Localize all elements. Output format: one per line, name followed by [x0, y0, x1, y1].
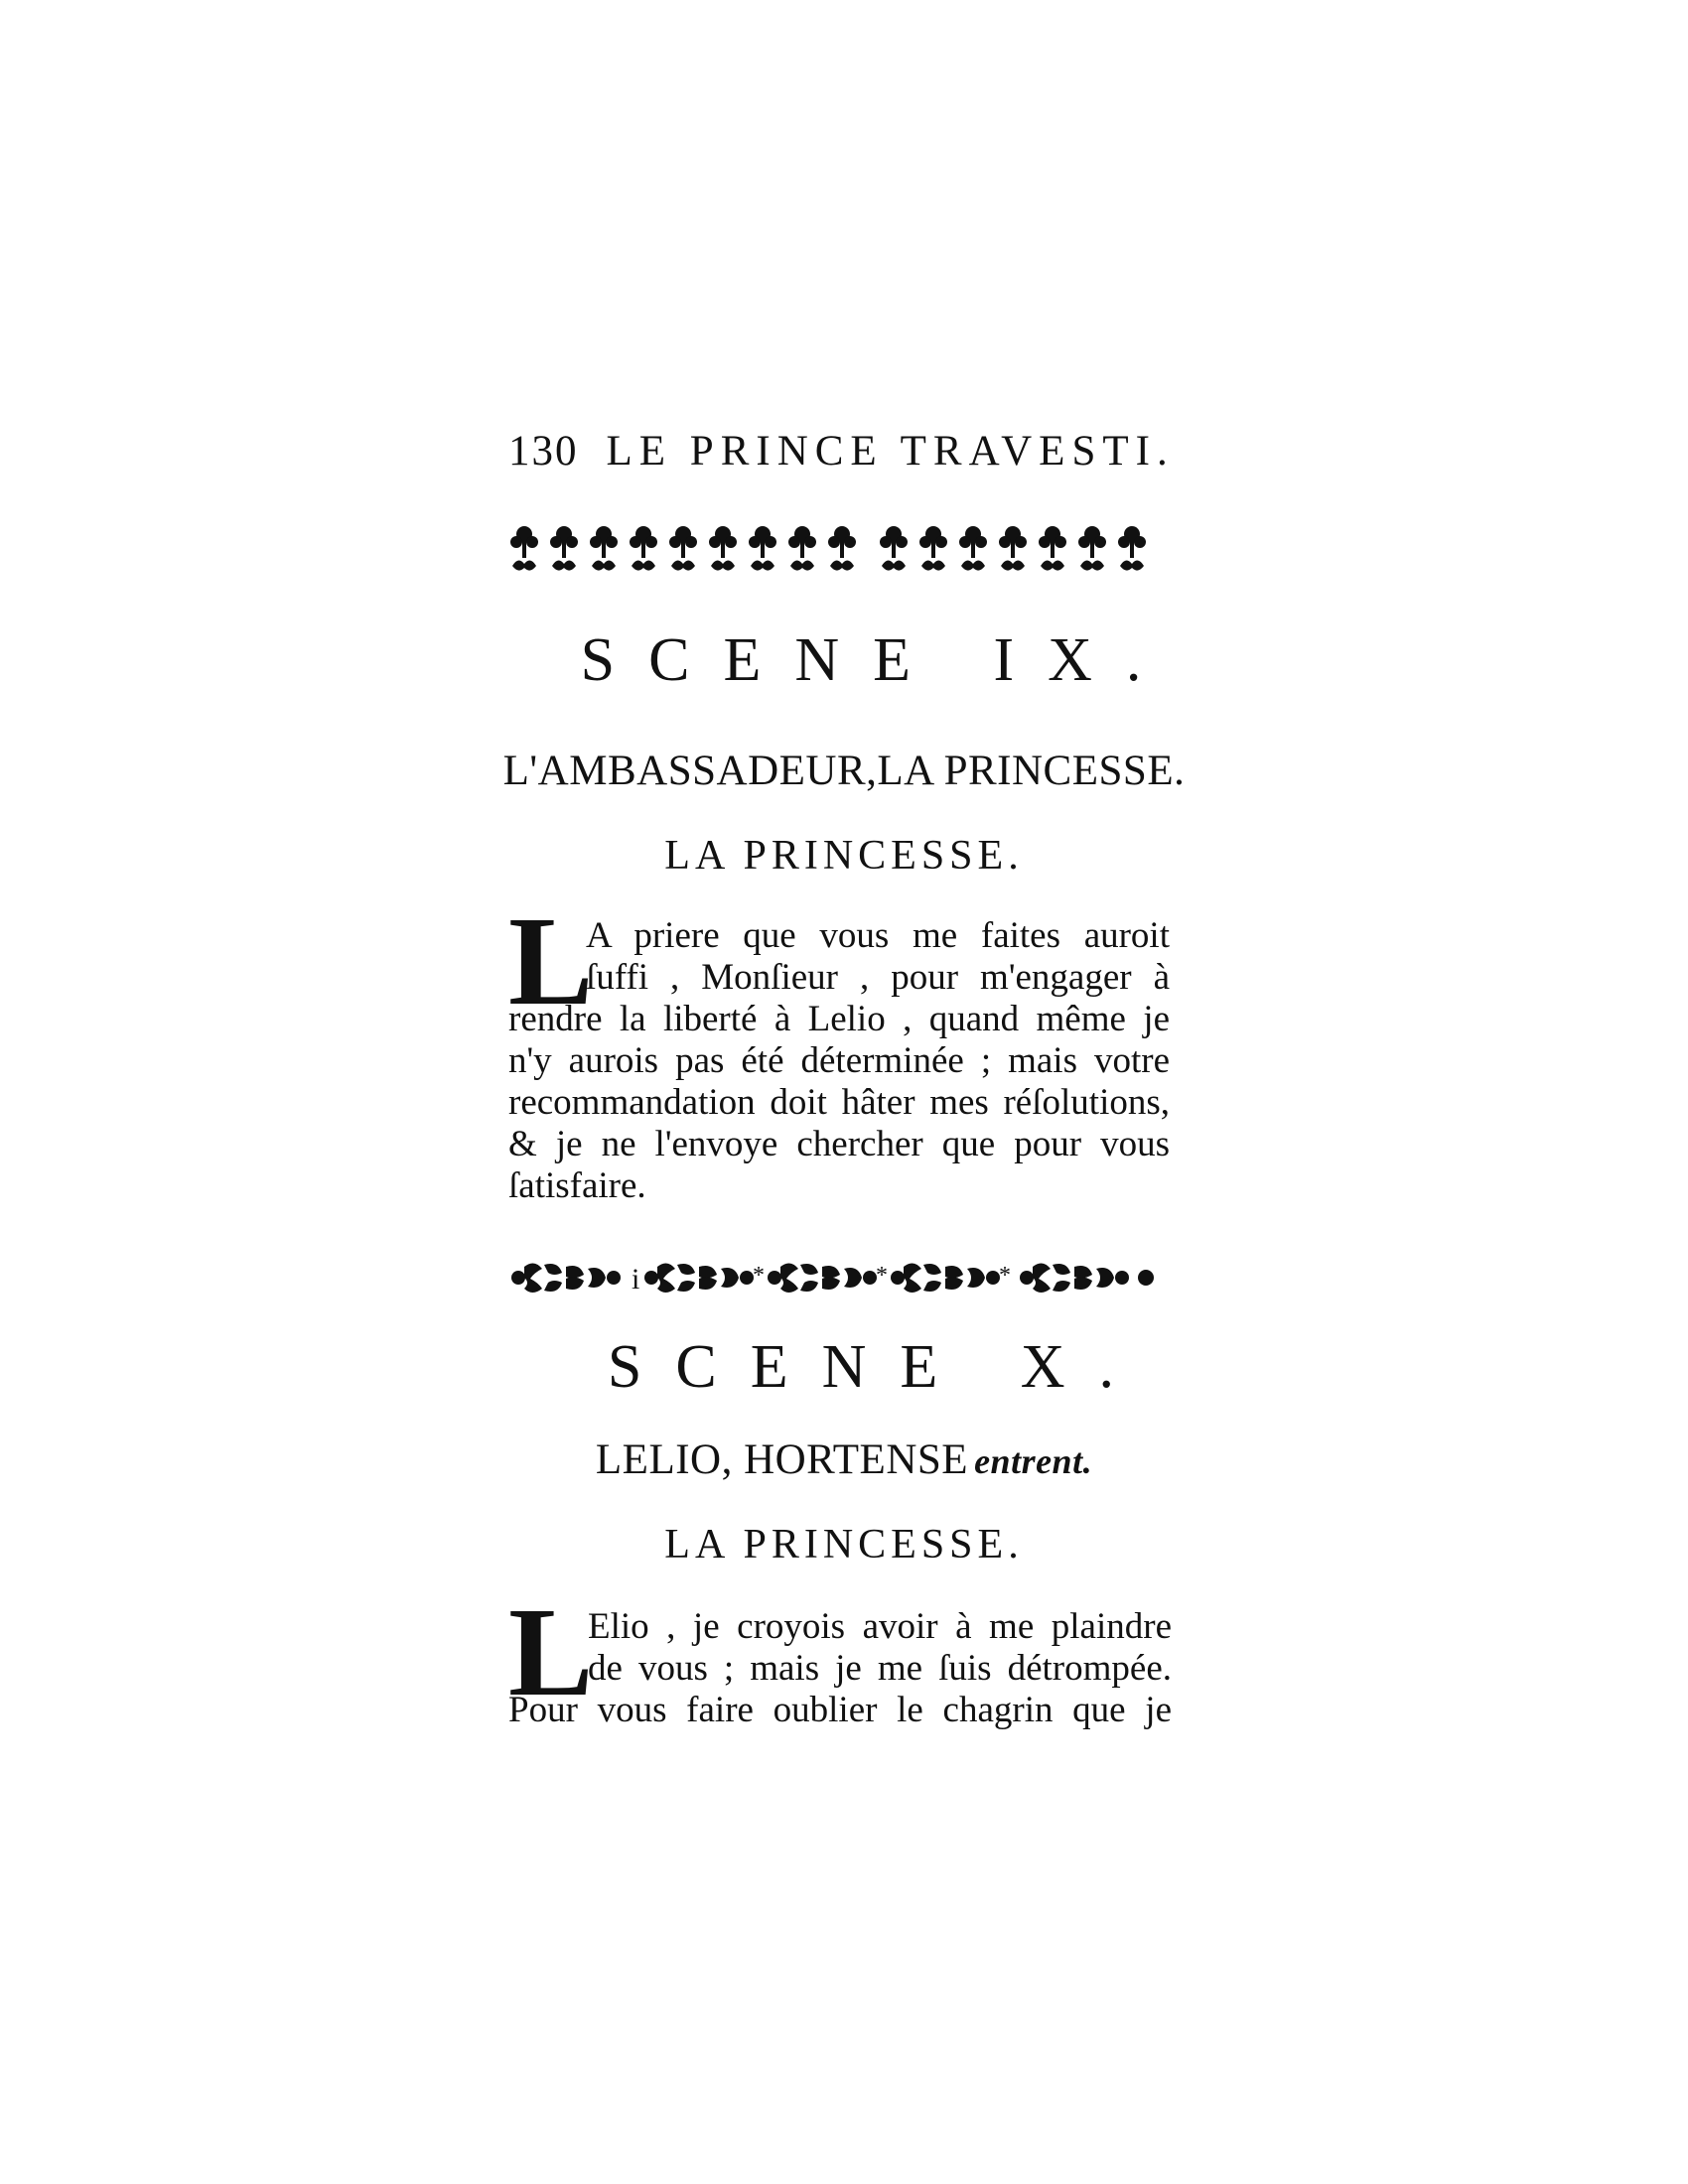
scene-ix-cast: L'AMBASSADEUR,LA PRINCESSE.: [502, 748, 1186, 794]
scene-ix-line: & je ne l'envoye chercher que pour vous: [508, 1124, 1170, 1164]
scene-x-title: SCENE X.: [607, 1333, 1149, 1401]
scene-ix-title: SCENE IX.: [580, 626, 1176, 694]
scene-x-line: Pour vous faire oublier le chagrin que je: [508, 1690, 1172, 1730]
fleuron-band-middle: [510, 1253, 1170, 1302]
fleuron-ornament-icon: [510, 516, 1170, 582]
svg-text:*: *: [999, 1263, 1011, 1289]
scene-x-cast-names: LELIO, HORTENSE: [595, 1436, 969, 1483]
scene-x-cast: [501, 1435, 1187, 1484]
fleuron-band-top: [510, 516, 1170, 582]
running-head: [508, 427, 1175, 476]
scene-x-line: de vous ; mais je me ſuis détrompée.: [588, 1648, 1172, 1689]
scroll-ornament-icon: [510, 1253, 1170, 1302]
scene-ix-line: A priere que vous me faites auroit: [586, 915, 1170, 956]
svg-text:*: *: [876, 1263, 888, 1289]
scene-ix-line: recommandation doit hâter mes réſolutions,: [508, 1082, 1170, 1123]
scene-ix-line: ſuffi , Monſieur , pour m'engager à: [586, 957, 1170, 998]
scene-x-line: Elio , je croyois avoir à me plaindre: [588, 1606, 1172, 1647]
scene-x-stage-direction: entrent.: [974, 1441, 1093, 1481]
svg-text:i: i: [632, 1263, 640, 1296]
scene-x-speaker: LA PRINCESSE.: [664, 1522, 1024, 1568]
scene-ix-line: ſatisfaire.: [508, 1165, 646, 1206]
scene-ix-line: rendre la liberté à Lelio , quand même je: [508, 999, 1170, 1039]
page-number: 130: [508, 428, 579, 475]
svg-text:*: *: [753, 1263, 765, 1289]
scene-ix-speaker: LA PRINCESSE.: [664, 833, 1024, 879]
scene-x-drop-cap: L: [508, 1581, 594, 1722]
scene-ix-drop-cap: L: [508, 890, 594, 1031]
running-title: LE PRINCE TRAVESTI.: [606, 428, 1175, 475]
scene-ix-line: n'y aurois pas été déterminée ; mais votre: [508, 1040, 1170, 1081]
